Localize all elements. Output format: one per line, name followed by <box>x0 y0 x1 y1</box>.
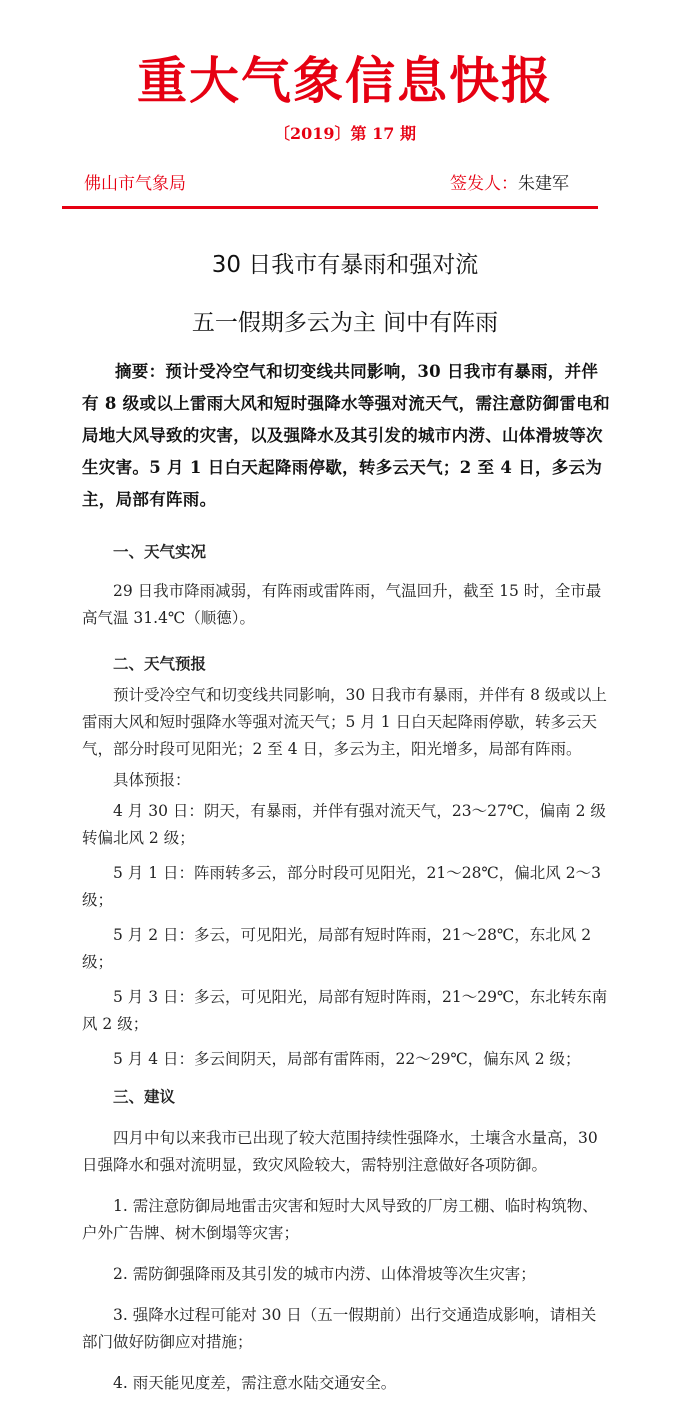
signer-name: 朱建军 <box>518 174 569 194</box>
forecast-day: 5 月 1 日：阵雨转多云，部分时段可见阳光，21～28℃，偏北风 2～3 级； <box>82 864 601 909</box>
forecast-day: 4 月 30 日：阴天，有暴雨，并伴有强对流天气，23～27℃，偏南 2 级转偏北风 2 级； <box>82 802 606 847</box>
advice-item: 3. 强降水过程可能对 30 日（五一假期前）出行交通造成影响，请相关部门做好防御应对措施； <box>82 1306 597 1351</box>
signer-label: 签发人： <box>450 174 518 194</box>
section-heading-observation: 一、天气实况 <box>113 543 207 561</box>
section-heading-forecast: 二、天气预报 <box>113 655 207 673</box>
observation-text: 29 日我市降雨减弱，有阵雨或雷阵雨，气温回升，截至 15 时，全市最高气温 31.4℃（顺德）。 <box>82 582 602 627</box>
advice-item: 2. 需防御强降雨及其引发的城市内涝、山体滑坡等次生灾害； <box>113 1265 536 1283</box>
forecast-detail-label: 具体预报： <box>113 771 191 789</box>
header-divider <box>62 206 598 209</box>
issue-number: 〔2019〕第 17 期 <box>274 124 416 143</box>
issuing-organization: 佛山市气象局 <box>84 174 186 194</box>
headline-line-2: 五一假期多云为主 间中有阵雨 <box>191 310 499 336</box>
abstract: 摘要：预计受冷空气和切变线共同影响，30 日我市有暴雨，并伴有 8 级或以上雷雨大风和短时强降水等强对流天气，需注意防御雷电和局地大风导致的灾害，以及强降水及其引发的城市内涝、山体滑坡等次生灾害。5 月 1 日白天起降雨停歇，转多云天气；2 至 4 日，多云为主，局部有阵雨。 <box>82 362 610 509</box>
advice-item: 1. 需注意防御局地雷击灾害和短时大风导致的厂房工棚、临时构筑物、户外广告牌、树木倒塌等灾害； <box>82 1197 598 1242</box>
forecast-day: 5 月 4 日：多云间阴天，局部有雷阵雨，22～29℃，偏东风 2 级； <box>113 1050 581 1068</box>
document-body <box>82 538 610 1397</box>
forecast-day: 5 月 3 日：多云，可见阳光，局部有短时阵雨，21～29℃，东北转东南风 2 级； <box>82 988 608 1033</box>
masthead-title: 重大气象信息快报 <box>137 52 553 110</box>
forecast-summary: 预计受冷空气和切变线共同影响，30 日我市有暴雨，并伴有 8 级或以上雷雨大风和短时强降水等强对流天气；5 月 1 日白天起降雨停歇，转多云天气，部分时段可见阳光；2 至 4 日，多云为主，阳光增多，局部有阵雨。 <box>82 686 607 758</box>
forecast-day: 5 月 2 日：多云，可见阳光，局部有短时阵雨，21～28℃，东北风 2 级； <box>82 926 592 971</box>
signer <box>450 170 569 198</box>
advice-item: 4. 雨天能见度差，需注意水陆交通安全。 <box>113 1374 397 1392</box>
headline-line-1: 30 日我市有暴雨和强对流 <box>211 252 479 278</box>
section-heading-advice: 三、建议 <box>113 1088 176 1106</box>
advice-intro: 四月中旬以来我市已出现了较大范围持续性强降水，土壤含水量高，30 日强降水和强对流明显，致灾风险较大，需特别注意做好各项防御。 <box>82 1129 598 1174</box>
